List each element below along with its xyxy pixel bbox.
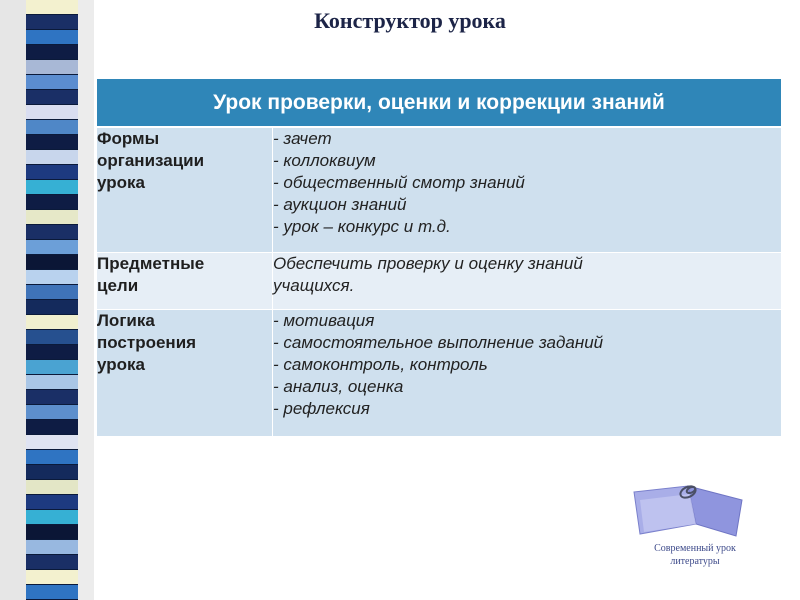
- list-item: - урок – конкурс и т.д.: [273, 217, 451, 236]
- decorative-stripe: [26, 15, 78, 30]
- row-label-logic: [97, 310, 273, 437]
- row-content-goals: [273, 253, 782, 310]
- decorative-stripe: [26, 495, 78, 510]
- left-margin-band: [0, 0, 26, 600]
- label-line: Логика: [97, 311, 155, 330]
- decorative-stripe: [26, 555, 78, 570]
- list-item: - общественный смотр знаний: [273, 173, 525, 192]
- decorative-stripe: [26, 585, 78, 600]
- decorative-stripe: [26, 480, 78, 495]
- list-item: - анализ, оценка: [273, 377, 404, 396]
- decorative-stripe: [26, 0, 78, 15]
- decorative-stripe: [26, 90, 78, 105]
- row-content-forms: [273, 127, 782, 253]
- decorative-stripe: [26, 150, 78, 165]
- label-line: Предметные: [97, 254, 205, 273]
- label-line: урока: [97, 173, 145, 192]
- decorative-stripe: [26, 420, 78, 435]
- stripe-shadow-band: [78, 0, 94, 600]
- table-row-goals: [97, 253, 781, 310]
- decorative-stripe: [26, 75, 78, 90]
- decorative-stripe: [26, 300, 78, 315]
- list-item: - самостоятельное выполнение заданий: [273, 333, 604, 352]
- footer-caption: [620, 542, 770, 568]
- table-row-logic: [97, 310, 781, 437]
- decorative-stripe: [26, 270, 78, 285]
- decorative-stripe: [26, 30, 78, 45]
- row-label-goals: [97, 253, 273, 310]
- decorative-stripe: [26, 195, 78, 210]
- list-item: - коллоквиум: [273, 151, 376, 170]
- list-item: Обеспечить проверку и оценку знаний: [273, 254, 583, 273]
- decorative-stripe: [26, 225, 78, 240]
- decorative-stripe: [26, 570, 78, 585]
- label-line: Формы: [97, 129, 160, 148]
- decorative-stripe-column: [26, 0, 78, 600]
- label-line: построения: [97, 333, 197, 352]
- row-content-logic: [273, 310, 782, 437]
- label-line: цели: [97, 276, 139, 295]
- decorative-stripe: [26, 360, 78, 375]
- list-item: - рефлексия: [273, 399, 370, 418]
- footer-line: Современный урок: [654, 543, 736, 554]
- decorative-stripe: [26, 375, 78, 390]
- decorative-stripe: [26, 405, 78, 420]
- decorative-stripe: [26, 210, 78, 225]
- open-book-with-clip-icon: [630, 478, 750, 540]
- lesson-constructor-table: [97, 79, 781, 437]
- decorative-stripe: [26, 105, 78, 120]
- decorative-stripe: [26, 120, 78, 135]
- page-title: Конструктор урока: [314, 8, 506, 33]
- list-item: учащихся.: [273, 276, 355, 295]
- decorative-stripe: [26, 240, 78, 255]
- list-item: - самоконтроль, контроль: [273, 355, 488, 374]
- decorative-stripe: [26, 135, 78, 150]
- decorative-stripe: [26, 390, 78, 405]
- decorative-stripe: [26, 60, 78, 75]
- decorative-stripe: [26, 315, 78, 330]
- row-label-forms: [97, 127, 273, 253]
- decorative-stripe: [26, 180, 78, 195]
- list-item: - мотивация: [273, 311, 375, 330]
- decorative-stripe: [26, 465, 78, 480]
- decorative-stripe: [26, 285, 78, 300]
- decorative-stripe: [26, 255, 78, 270]
- table-row-forms: [97, 127, 781, 253]
- decorative-stripe: [26, 45, 78, 60]
- decorative-stripe: [26, 330, 78, 345]
- footer-line: литературы: [670, 556, 720, 567]
- decorative-stripe: [26, 435, 78, 450]
- table-header: Урок проверки, оценки и коррекции знаний: [97, 79, 781, 127]
- label-line: урока: [97, 355, 145, 374]
- list-item: - зачет: [273, 129, 332, 148]
- decorative-stripe: [26, 450, 78, 465]
- decorative-stripe: [26, 345, 78, 360]
- decorative-stripe: [26, 510, 78, 525]
- list-item: - аукцион знаний: [273, 195, 407, 214]
- decorative-stripe: [26, 540, 78, 555]
- label-line: организации: [97, 151, 205, 170]
- decorative-stripe: [26, 165, 78, 180]
- decorative-stripe: [26, 525, 78, 540]
